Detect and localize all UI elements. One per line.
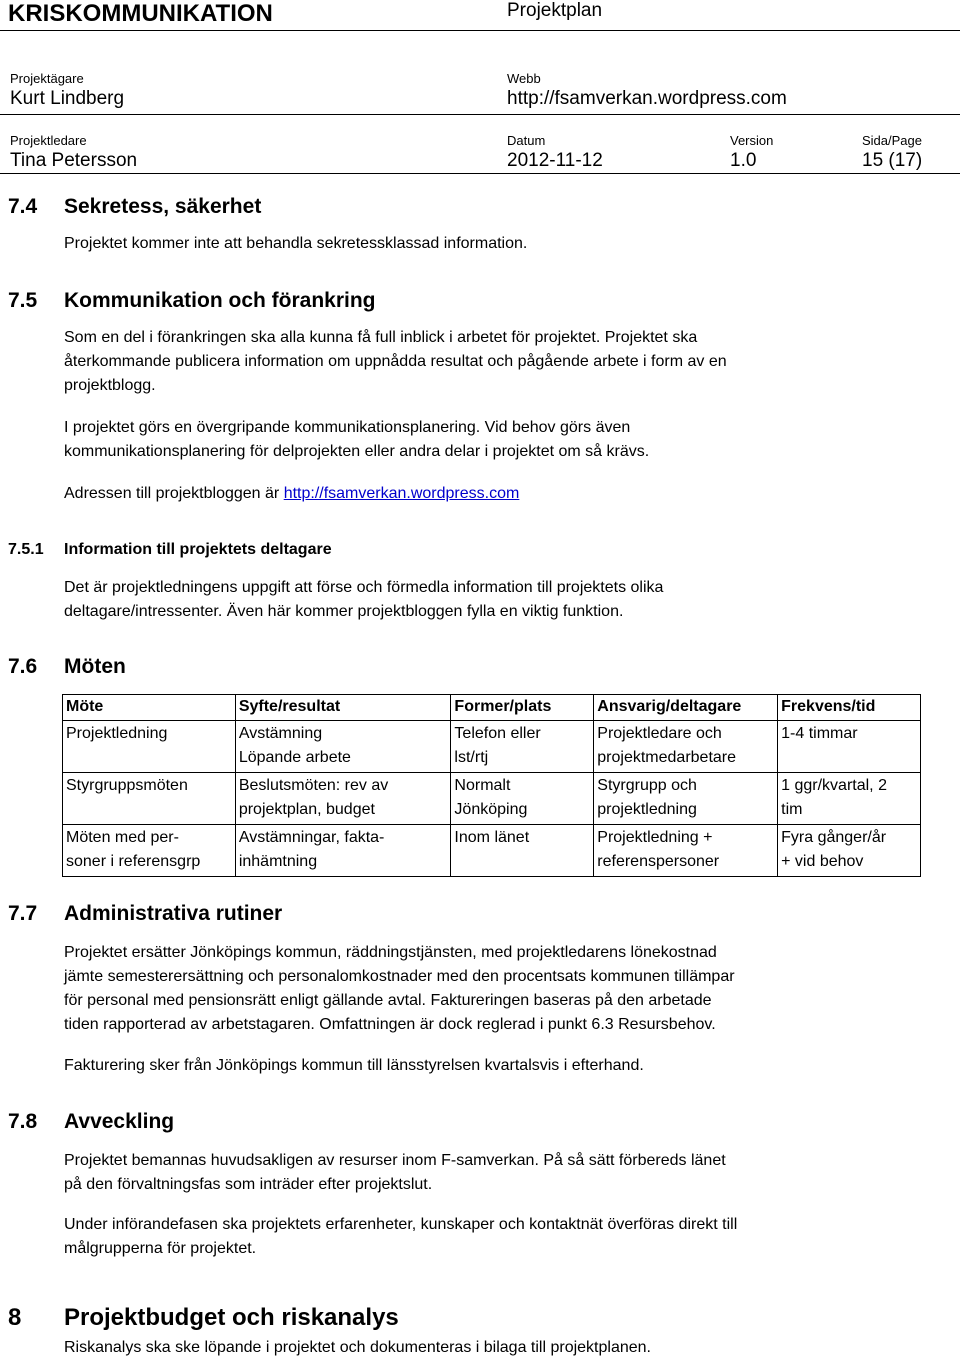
cell-line: Telefon eller xyxy=(454,725,541,742)
cell-line: Avstämningar, fakta- xyxy=(238,829,385,846)
table-header-row xyxy=(63,695,921,721)
section-7-7-p1-line1: Projektet ersätter Jönköpings kommun, räddningstjänsten, med projektledarens lönekostnad xyxy=(64,944,717,961)
section-7-5-1-title: Information till projektets deltagare xyxy=(64,541,332,558)
table-cell xyxy=(63,825,236,877)
cell-line: Projektledare och xyxy=(597,725,722,742)
section-7-5-1-number: 7.5.1 xyxy=(8,541,44,558)
table-cell xyxy=(63,721,236,773)
date-label: Datum xyxy=(507,133,546,148)
leader-label: Projektledare xyxy=(10,133,87,148)
table-cell xyxy=(594,825,778,877)
table-cell xyxy=(778,773,921,825)
cell-line: Jönköping xyxy=(454,801,528,818)
cell-line: lst/rtj xyxy=(454,749,489,766)
cell-line: Styrgruppsmöten xyxy=(66,777,188,794)
cell-line: Fyra gånger/år xyxy=(781,829,887,846)
table-cell xyxy=(594,721,778,773)
table-cell xyxy=(594,773,778,825)
cell-line: Projektledning + xyxy=(597,829,713,846)
table-row xyxy=(63,721,921,773)
document-title: KRISKOMMUNIKATION xyxy=(8,0,273,27)
section-7-5-title: Kommunikation och förankring xyxy=(64,289,376,312)
section-7-8-p1-line1: Projektet bemannas huvudsakligen av resurser inom F-samverkan. På så sätt förbereds länet xyxy=(64,1152,726,1169)
section-7-4-text: Projektet kommer inte att behandla sekretessklassad information. xyxy=(64,235,528,252)
cell-line: soner i referensgrp xyxy=(66,853,201,870)
table-cell xyxy=(235,721,451,773)
section-7-8-p2-line1: Under införandefasen ska projektets erfarenheter, kunskaper och kontaktnät överföras direkt till xyxy=(64,1216,738,1233)
table-cell xyxy=(63,773,236,825)
date-value: 2012-11-12 xyxy=(507,150,603,171)
cell-line: Normalt xyxy=(454,777,511,794)
cell-line: Löpande arbete xyxy=(238,749,351,766)
table-cell xyxy=(778,825,921,877)
section-7-5-p2-line2: kommunikationsplanering för delprojekten eller andra delar i projektet om så krävs. xyxy=(64,443,650,460)
section-7-5-p3 xyxy=(64,482,519,506)
leader-name: Tina Petersson xyxy=(10,150,138,171)
section-7-4-title: Sekretess, säkerhet xyxy=(64,195,262,218)
table-cell xyxy=(235,825,451,877)
section-7-5-1-line2: deltagare/intressenter. Även här kommer projektbloggen fylla en viktig funktion. xyxy=(64,603,624,620)
header-cell: Former/plats xyxy=(451,695,594,721)
section-8-number: 8 xyxy=(8,1304,22,1331)
section-7-7-p2: Fakturering sker från Jönköpings kommun till länsstyrelsen kvartalsvis i efterhand. xyxy=(64,1057,644,1074)
header-cell: Frekvens/tid xyxy=(778,695,921,721)
header-cell: Ansvarig/deltagare xyxy=(594,695,778,721)
page-number: 15 (17) xyxy=(862,150,923,171)
section-7-5-number: 7.5 xyxy=(8,289,38,312)
section-7-8-number: 7.8 xyxy=(8,1110,38,1133)
cell-line: Projektledning xyxy=(66,725,168,742)
cell-line: tim xyxy=(781,801,803,818)
header-cell: Möte xyxy=(63,695,236,721)
blog-link[interactable]: http://fsamverkan.wordpress.com xyxy=(283,485,520,502)
cell-line: projektmedarbetare xyxy=(597,749,737,766)
section-8-title: Projektbudget och riskanalys xyxy=(64,1304,399,1331)
table-cell xyxy=(235,773,451,825)
section-8-text: Riskanalys ska ske löpande i projektet och dokumenteras i bilaga till projektplanen. xyxy=(64,1339,651,1356)
section-7-6-title: Möten xyxy=(64,655,126,678)
cell-line: inhämtning xyxy=(238,853,318,870)
section-7-8-p1-line2: på den förvaltningsfas som inträder efter projektslut. xyxy=(64,1176,433,1193)
section-7-8-p2-line2: målgrupperna för projektet. xyxy=(64,1240,257,1257)
section-7-5-p1-line1: Som en del i förankringen ska alla kunna få full inblick i arbetet för projektet. Projektet ska xyxy=(64,329,698,346)
section-7-5-p1-line3: projektblogg. xyxy=(64,377,156,394)
web-url: http://fsamverkan.wordpress.com xyxy=(507,88,787,109)
blog-address-text: Adressen till projektbloggen är xyxy=(64,485,284,502)
cell-line: 1 ggr/kvartal, 2 xyxy=(781,777,887,794)
section-7-8-title: Avveckling xyxy=(64,1110,175,1133)
cell-line: projektledning xyxy=(597,801,697,818)
cell-line: Inom länet xyxy=(454,829,530,846)
cell-line: + vid behov xyxy=(781,853,864,870)
page-label: Sida/Page xyxy=(862,133,922,148)
section-7-6-number: 7.6 xyxy=(8,655,38,678)
table-row xyxy=(63,773,921,825)
web-label: Webb xyxy=(507,71,541,86)
table-cell xyxy=(778,721,921,773)
version-value: 1.0 xyxy=(730,150,757,171)
header-rule-1 xyxy=(0,30,960,31)
cell-line: Beslutsmöten: rev av xyxy=(238,777,389,794)
header-rule-3 xyxy=(0,173,960,174)
header-rule-2 xyxy=(0,114,960,115)
section-7-4-number: 7.4 xyxy=(8,195,38,218)
cell-line: Styrgrupp och xyxy=(597,777,697,794)
cell-line: referenspersoner xyxy=(597,853,720,870)
document-type: Projektplan xyxy=(507,0,603,21)
table-row xyxy=(63,825,921,877)
table-cell xyxy=(451,773,594,825)
section-7-7-p1-line2: jämte semesterersättning och personalomkostnader med den procentsats kommunen tillämpar xyxy=(64,968,735,985)
section-7-5-p2-line1: I projektet görs en övergripande kommunikationsplanering. Vid behov görs även xyxy=(64,419,631,436)
section-7-7-p1-line4: tiden rapporterad av arbetstagaren. Omfattningen är dock reglerad i punkt 6.3 Resursbehov. xyxy=(64,1016,716,1033)
table-cell xyxy=(451,721,594,773)
owner-label: Projektägare xyxy=(10,71,84,86)
section-7-7-number: 7.7 xyxy=(8,902,38,925)
version-label: Version xyxy=(730,133,774,148)
owner-name: Kurt Lindberg xyxy=(10,88,125,109)
cell-line: 1-4 timmar xyxy=(781,725,858,742)
cell-line: projektplan, budget xyxy=(238,801,375,818)
header-cell: Syfte/resultat xyxy=(235,695,451,721)
section-7-7-p1-line3: för personal med pensionsrätt enligt gällande avtal. Faktureringen baseras på den arbetade xyxy=(64,992,712,1009)
section-7-5-p1-line2: återkommande publicera information om uppnådda resultat och pågående arbete i form av en xyxy=(64,353,727,370)
section-7-7-title: Administrativa rutiner xyxy=(64,902,283,925)
section-7-5-1-line1: Det är projektledningens uppgift att förse och förmedla information till projektets olika xyxy=(64,579,664,596)
table-cell xyxy=(451,825,594,877)
cell-line: Avstämning xyxy=(238,725,323,742)
meetings-table xyxy=(62,694,921,877)
cell-line: Möten med per- xyxy=(66,829,179,846)
